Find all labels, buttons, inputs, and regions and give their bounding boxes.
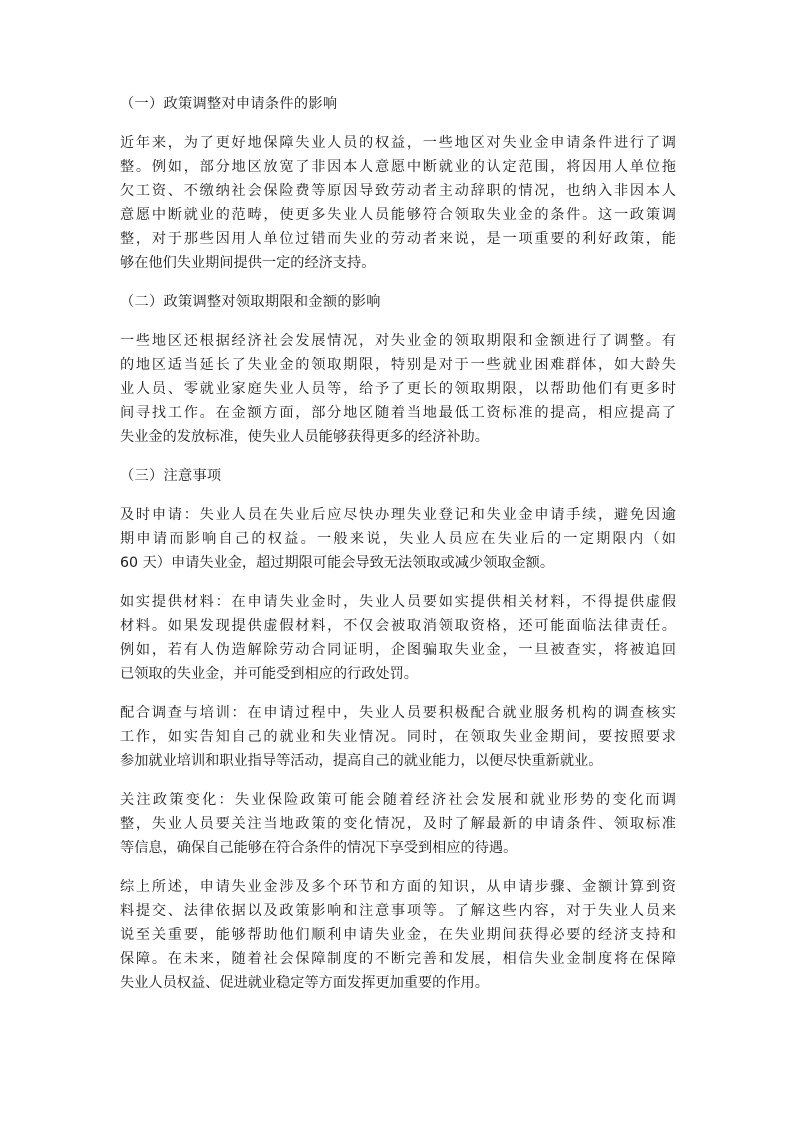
text-line: 间寻找工作。在金额方面，部分地区随着当地最低工资标准的提高，相应提高了 (120, 405, 676, 421)
text-line: 及时申请：失业人员在失业后应尽快办理失业登记和失业金申请手续，避免因逾 (120, 507, 676, 523)
paragraph-conclusion (120, 875, 676, 995)
text-line: 整，对于那些因用人单位过错而失业的劳动者来说，是一项重要的利好政策，能 (120, 231, 676, 247)
text-line: 参加就业培训和职业指导等活动，提高自己的就业能力，以便尽快重新就业。 (120, 753, 603, 769)
text-line: 料提交、法律依据以及政策影响和注意事项等。了解这些内容，对于失业人员来 (120, 903, 676, 919)
section-heading-1: （一）政策调整对申请条件的影响 (120, 96, 338, 112)
text-line: 失业金的发放标准，使失业人员能够获得更多的经济补助。 (120, 429, 489, 445)
text-line: 配合调查与培训：在申请过程中，失业人员要积极配合就业服务机构的调查核实 (120, 705, 676, 721)
paragraph-truthful-materials (120, 590, 676, 686)
paragraph-policy-conditions (120, 131, 676, 275)
text-line: 材料。如果发现提供虚假材料，不仅会被取消领取资格，还可能面临法律责任。 (120, 618, 676, 634)
section-heading-3: （三）注意事项 (120, 468, 222, 484)
text-line: 说至关重要，能够帮助他们顺利申请失业金，在失业期间获得必要的经济支持和 (120, 927, 676, 943)
text-line: 关注政策变化：失业保险政策可能会随着经济社会发展和就业形势的变化而调 (120, 792, 676, 808)
text-line: 一些地区还根据经济社会发展情况，对失业金的领取期限和金额进行了调整。有 (120, 333, 676, 349)
text-line: 的地区适当延长了失业金的领取期限，特别是对于一些就业困难群体，如大龄失 (120, 357, 676, 373)
text-line: 期申请而影响自己的权益。一般来说，失业人员应在失业后的一定期限内（如 (120, 531, 676, 547)
paragraph-cooperate-training (120, 701, 676, 773)
text-line: 60 天）申请失业金，超过期限可能会导致无法领取或减少领取金额。 (120, 555, 555, 571)
text-line: 综上所述，申请失业金涉及多个环节和方面的知识，从申请步骤、金额计算到资 (120, 879, 676, 895)
text-line: 已领取的失业金，并可能受到相应的行政处罚。 (120, 666, 418, 682)
text-line: 近年来，为了更好地保障失业人员的权益，一些地区对失业金申请条件进行了调 (120, 135, 676, 151)
paragraph-policy-changes (120, 788, 676, 860)
text-line: 够在他们失业期间提供一定的经济支持。 (120, 255, 376, 271)
text-line: 失业人员权益、促进就业稳定等方面发挥更加重要的作用。 (120, 975, 489, 991)
paragraph-timely-apply (120, 503, 676, 575)
text-line: 工作，如实告知自己的就业和失业情况。同时，在领取失业金期间，要按照要求 (120, 729, 676, 745)
text-line: 欠工资、不缴纳社会保险费等原因导致劳动者主动辞职的情况，也纳入非因本人 (120, 183, 676, 199)
paragraph-period-amount (120, 329, 676, 449)
text-line: 整。例如，部分地区放宽了非因本人意愿中断就业的认定范围，将因用人单位拖 (120, 159, 676, 175)
text-line: 保障。在未来，随着社会保障制度的不断完善和发展，相信失业金制度将在保障 (120, 951, 676, 967)
text-line: 等信息，确保自己能够在符合条件的情况下享受到相应的待遇。 (120, 840, 518, 856)
text-line: 意愿中断就业的范畴，使更多失业人员能够符合领取失业金的条件。这一政策调 (120, 207, 676, 223)
text-line: 业人员、零就业家庭失业人员等，给予了更长的领取期限，以帮助他们有更多时 (120, 381, 676, 397)
text-line: 如实提供材料：在申请失业金时，失业人员要如实提供相关材料，不得提供虚假 (120, 594, 676, 610)
text-line: 整，失业人员要关注当地政策的变化情况，及时了解最新的申请条件、领取标准 (120, 816, 676, 832)
document-page (120, 92, 676, 1010)
text-line: 例如，若有人伪造解除劳动合同证明，企图骗取失业金，一旦被查实，将被追回 (120, 642, 676, 658)
section-heading-2: （二）政策调整对领取期限和金额的影响 (120, 294, 381, 310)
